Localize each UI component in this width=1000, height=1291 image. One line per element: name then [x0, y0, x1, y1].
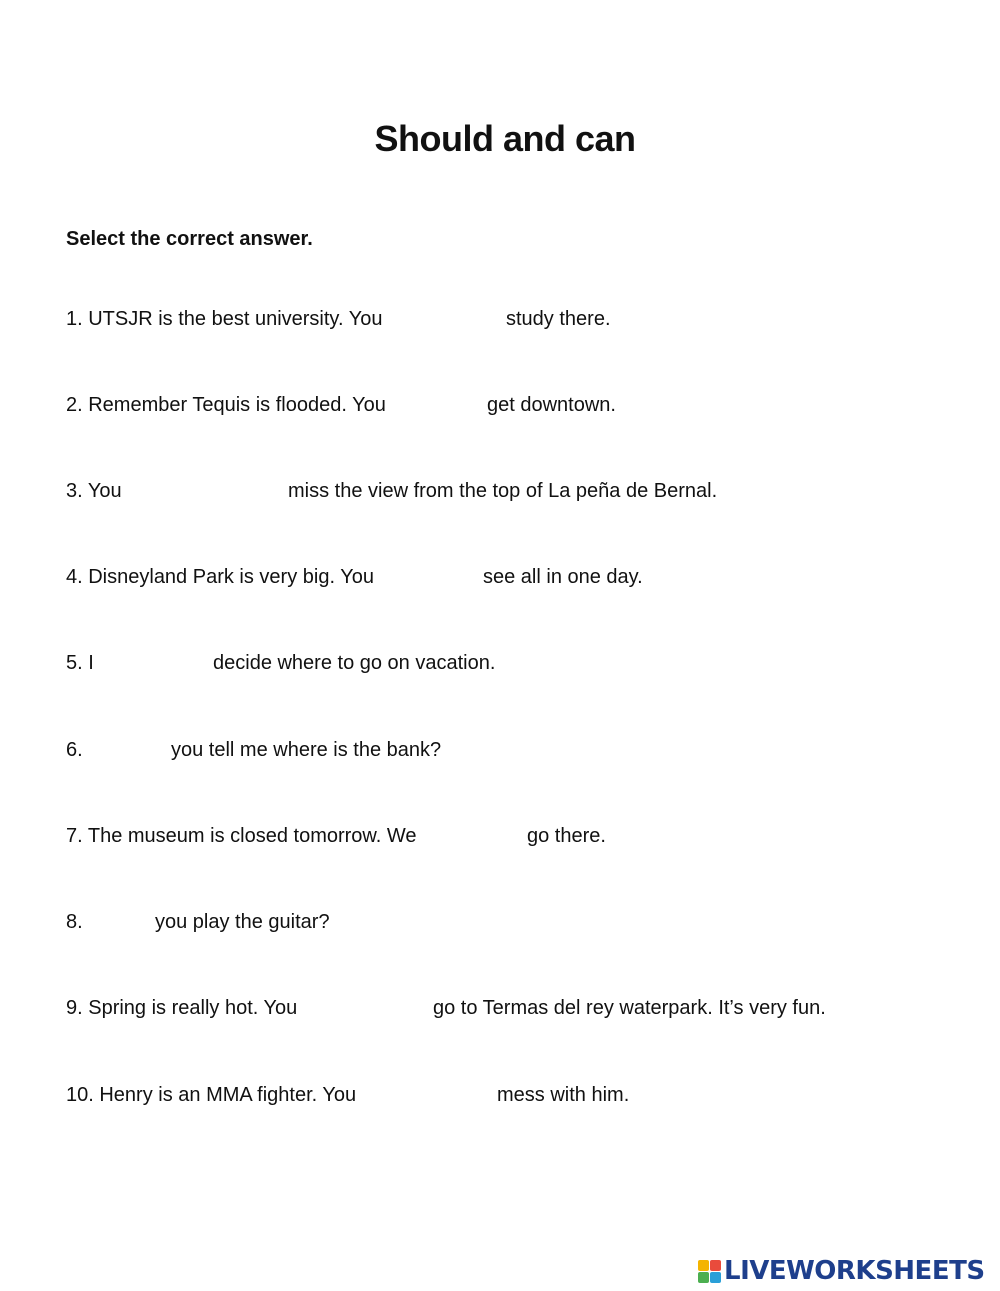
- answer-blank-7[interactable]: [442, 824, 520, 848]
- question-text-before: 6.: [66, 739, 83, 761]
- logo-text: LIVEWORKSHEETS: [724, 1256, 985, 1286]
- question-text-after: study there.: [506, 308, 611, 330]
- answer-blank-4[interactable]: [386, 565, 476, 589]
- question-text-before: 1. UTSJR is the best university. You: [66, 308, 383, 330]
- question-text-after: decide where to go on vacation.: [213, 652, 496, 674]
- worksheet-title: Should and can: [374, 118, 636, 159]
- question-text-before: 9. Spring is really hot. You: [66, 997, 298, 1019]
- question-text-after: miss the view from the top of La peña de Bernal.: [288, 480, 718, 502]
- question-text-before: 3. You: [66, 480, 122, 502]
- question-text-before: 2. Remember Tequis is flooded. You: [66, 394, 386, 416]
- question-text-after: you play the guitar?: [155, 911, 330, 933]
- logo-mark-square: [710, 1272, 721, 1283]
- logo-mark-square: [710, 1260, 721, 1271]
- question-text-before: 5. I: [66, 652, 94, 674]
- question-text-after: you tell me where is the bank?: [171, 739, 442, 761]
- instruction-text: Select the correct answer.: [66, 228, 313, 250]
- answer-blank-6[interactable]: [90, 738, 162, 762]
- answer-blank-5[interactable]: [100, 651, 206, 675]
- question-text-before: 10. Henry is an MMA fighter. You: [66, 1084, 357, 1106]
- question-text-after: go to Termas del rey waterpark. It’s very fun.: [433, 997, 826, 1019]
- answer-blank-3[interactable]: [130, 479, 280, 503]
- answer-blank-8[interactable]: [90, 910, 148, 934]
- answer-blank-1[interactable]: [392, 307, 500, 331]
- liveworksheets-logo-icon: [698, 1260, 721, 1283]
- answer-blank-2[interactable]: [404, 393, 478, 417]
- answer-blank-10[interactable]: [384, 1083, 490, 1107]
- logo-mark-square: [698, 1260, 709, 1271]
- question-text-before: 4. Disneyland Park is very big. You: [66, 566, 374, 588]
- liveworksheets-logo: [698, 1256, 985, 1286]
- question-text-after: go there.: [527, 825, 606, 847]
- answer-blank-9[interactable]: [312, 996, 426, 1020]
- question-text-after: get downtown.: [487, 394, 616, 416]
- question-text-before: 7. The museum is closed tomorrow. We: [66, 825, 417, 847]
- logo-mark-square: [698, 1272, 709, 1283]
- question-text-after: see all in one day.: [483, 566, 643, 588]
- question-text-after: mess with him.: [497, 1084, 630, 1106]
- question-text-before: 8.: [66, 911, 83, 933]
